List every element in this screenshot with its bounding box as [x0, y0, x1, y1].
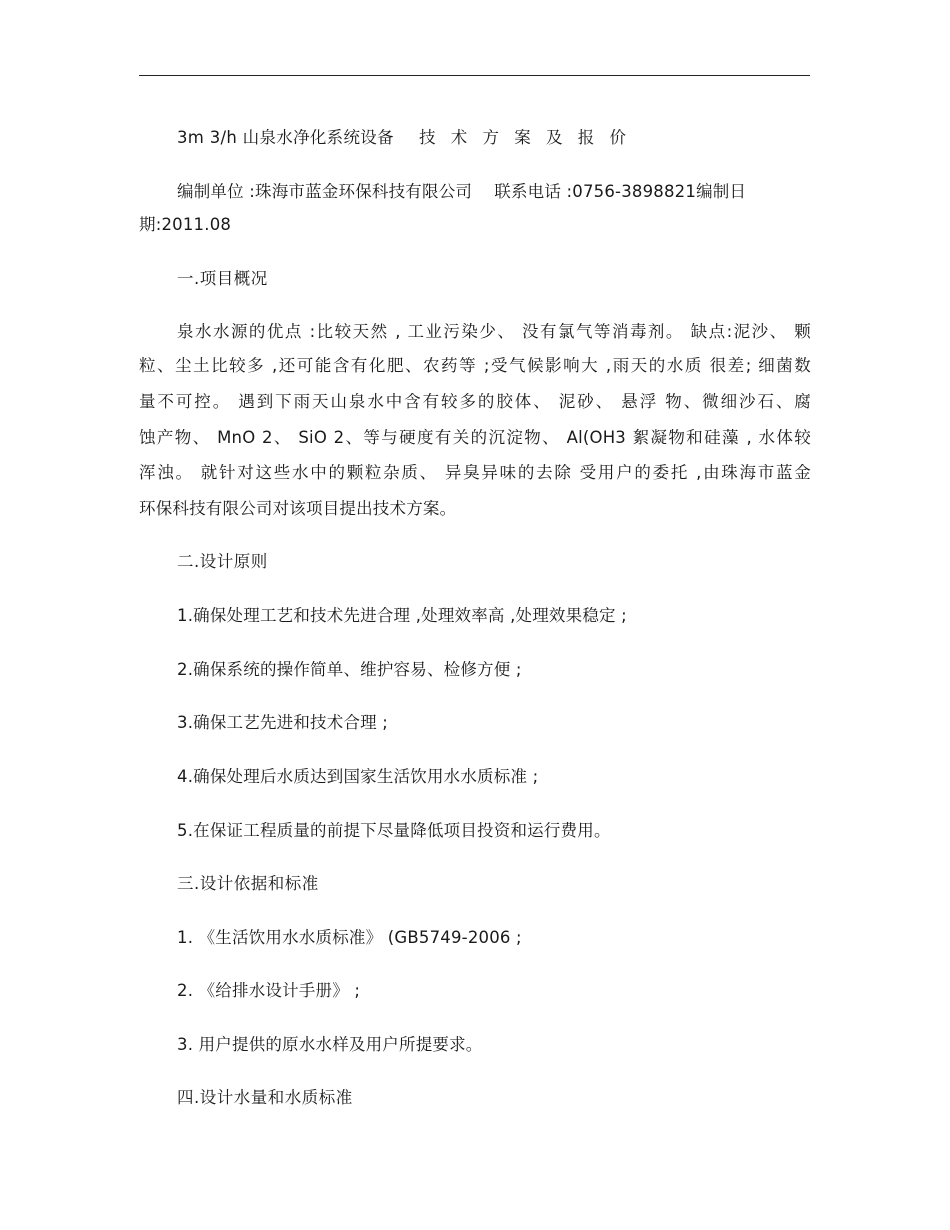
document-title	[177, 127, 811, 149]
standard-item: 1. 《生活饮用水水质标准》 (GB5749-2006 ;	[177, 928, 522, 947]
title-main: 3m 3/h 山泉水净化系统设备	[177, 128, 394, 147]
section3-heading: 三.设计依据和标准	[177, 874, 319, 893]
overview-line: 粒、尘土比较多 ,还可能含有化肥、农药等 ;受气候影响大 ,雨天的水质 很差; 细菌数	[139, 356, 811, 375]
principle-item: 4.确保处理后水质达到国家生活饮用水水质标准 ;	[177, 767, 539, 786]
overview-line: 环保科技有限公司对该项目提出技术方案。	[139, 499, 457, 518]
principle-item: 1.确保处理工艺和技术先进合理 ,处理效率高 ,处理效果稳定 ;	[177, 606, 627, 625]
header-rule	[139, 75, 810, 76]
section2-heading: 二.设计原则	[177, 552, 268, 571]
compiler-info-line-1: 编制单位 :珠海市蓝金环保科技有限公司 联系电话 :0756-3898821编制日	[177, 182, 747, 201]
overview-line: 量不可控。 遇到下雨天山泉水中含有较多的胶体、 泥砂、 悬浮 物、微细沙石、腐	[139, 392, 811, 411]
principle-item: 2.确保系统的操作简单、维护容易、检修方便 ;	[177, 660, 522, 679]
overview-line: 浑浊。 就针对这些水中的颗粒杂质、 异臭异味的去除 受用户的委托 ,由珠海市蓝金	[139, 463, 811, 482]
compiler-info-line-2: 期:2011.08	[139, 215, 232, 234]
principle-item: 5.在保证工程质量的前提下尽量降低项目投资和运行费用。	[177, 821, 611, 840]
overview-line: 泉水水源的优点 :比较天然 , 工业污染少、 没有氯气等消毒剂。 缺点:泥沙、 颗	[177, 322, 811, 341]
overview-line: 蚀产物、 MnO 2、 SiO 2、等与硬度有关的沉淀物、 Al(OH3 絮凝物和硅藻 , 水体较	[139, 428, 811, 447]
standard-item: 3. 用户提供的原水水样及用户所提要求。	[177, 1035, 483, 1054]
standard-item: 2. 《给排水设计手册》 ;	[177, 981, 361, 1000]
section4-heading: 四.设计水量和水质标准	[177, 1088, 353, 1107]
section1-heading: 一.项目概况	[177, 269, 268, 288]
title-spaced: 技 术 方 案 及 报 价	[418, 128, 631, 147]
principle-item: 3.确保工艺先进和技术合理 ;	[177, 713, 389, 732]
